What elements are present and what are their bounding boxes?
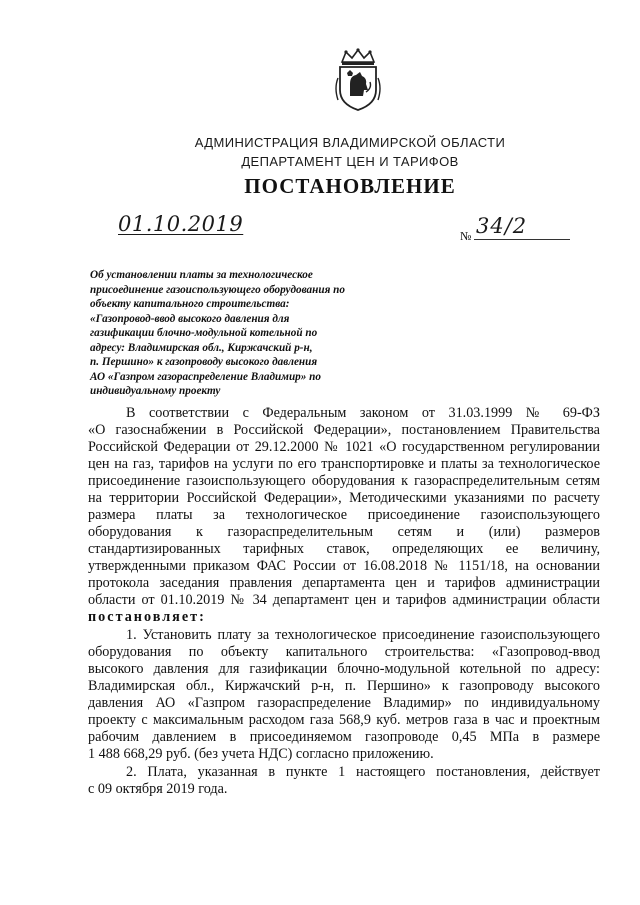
document-date: 01.10.2019 bbox=[118, 212, 244, 236]
subject-line: АО «Газпром газораспределение Владимир» по bbox=[90, 370, 321, 383]
subject-line: п. Першино» к газопроводу высокого давления bbox=[90, 356, 318, 368]
text-line: 2. Плата, указанная в пункте 1 настоящего постановления, действует bbox=[126, 764, 600, 780]
text-line: цен на газ, тарифов на услуги по его транспортировке и платы за технологическое bbox=[88, 456, 600, 472]
text-line: Владимирская обл., Киржачский р-н, п. Першино» к газопроводу высокого bbox=[88, 678, 600, 694]
text-line: 1 488 668,29 руб. (без учета НДС) согласно приложению. bbox=[88, 746, 434, 762]
subject-line: «Газопровод-ввод высокого давления для bbox=[90, 312, 290, 325]
text-line: утвержденными приказом ФАС России от 16.08.2018 № 1151/18, на основании bbox=[88, 558, 600, 574]
text-line: давления АО «Газпром газораспределение Владимир» по индивидуальному bbox=[88, 695, 600, 711]
text-line: В соответствии с Федеральным законом от 31.03.1999 № 69-ФЗ bbox=[126, 405, 600, 421]
document-number-underline bbox=[474, 239, 570, 240]
document-title: ПОСТАНОВЛЕНИЕ bbox=[244, 174, 456, 198]
text-line: стандартизированных тарифных ставок, определяющих ее величину, bbox=[88, 541, 600, 557]
organization-name: АДМИНИСТРАЦИЯ ВЛАДИМИРСКОЙ ОБЛАСТИ bbox=[194, 135, 506, 150]
clause-1-paragraph bbox=[88, 627, 600, 763]
text-line: Российской Федерации от 29.12.2000 № 1021 «О государственном регулировании bbox=[88, 439, 600, 455]
subject-line: объекту капитального строительства: bbox=[90, 298, 290, 310]
subject-line: присоединение газоиспользующего оборудования по bbox=[90, 283, 345, 296]
text-line: 1. Установить плату за технологическое присоединение газоиспользующего bbox=[126, 627, 600, 643]
subject-line: адресу: Владимирская обл., Киржачский р-н, bbox=[90, 341, 313, 354]
subject-line: Об установлении платы за технологическое bbox=[90, 269, 313, 281]
document-number-label: № bbox=[460, 229, 472, 243]
coat-of-arms-icon bbox=[332, 48, 384, 112]
text-line: присоединение газоиспользующего оборудования к газораспределительным сетям bbox=[88, 473, 600, 489]
text-line: высокого давления для газификации блочно-модульной котельной по адресу: bbox=[88, 661, 600, 677]
text-line: на территории Российской Федерации», Методическими указаниями по расчету bbox=[88, 490, 600, 506]
document-subject bbox=[90, 268, 390, 399]
text-line: оборудования к газораспределительным сетям и (или) размеров bbox=[88, 524, 600, 540]
text-line: области от 01.10.2019 № 34 департамент цен и тарифов администрации области bbox=[88, 592, 600, 608]
clause-2-paragraph bbox=[88, 764, 600, 798]
subject-line: газификации блочно-модульной котельной по bbox=[90, 327, 318, 339]
text-line: рабочим давлением в присоединяемом газопроводе 0,45 МПа в размере bbox=[88, 729, 600, 745]
text-line: размера платы за технологическое присоединение газоиспользующего bbox=[88, 507, 600, 523]
text-line: проекту с максимальным расходом газа 568,9 куб. метров газа в час и проектным bbox=[88, 712, 600, 728]
text-line: с 09 октября 2019 года. bbox=[88, 781, 228, 797]
preamble-paragraph bbox=[88, 405, 600, 626]
subject-line: индивидуальному проекту bbox=[90, 385, 221, 397]
decree-word: постановляет: bbox=[88, 609, 206, 625]
text-line: протокола заседания правления департамента цен и тарифов администрации bbox=[88, 575, 600, 591]
text-line: «О газоснабжении в Российской Федерации», постановлением Правительства bbox=[88, 422, 600, 438]
text-line: оборудования по объекту капитального строительства: «Газопровод-ввод bbox=[88, 644, 600, 660]
document-number: 34/2 bbox=[476, 214, 528, 238]
department-name: ДЕПАРТАМЕНТ ЦЕН И ТАРИФОВ bbox=[241, 154, 459, 169]
